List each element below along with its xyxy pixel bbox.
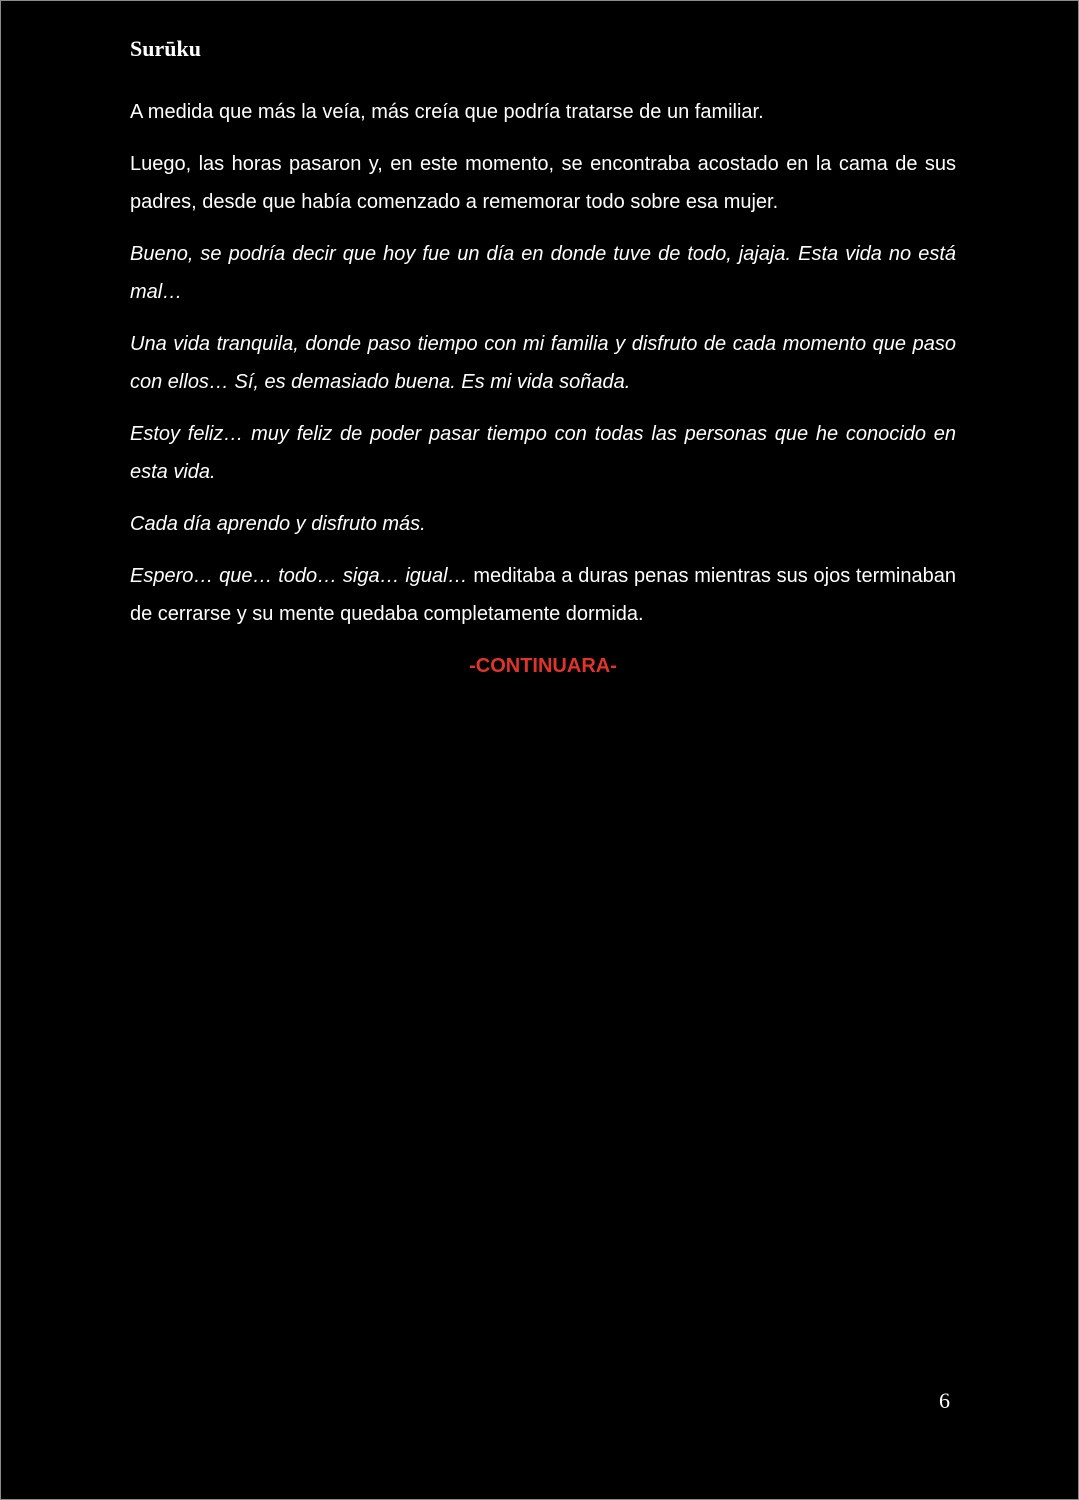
paragraph-mixed [130,557,956,633]
page-number: 6 [939,1388,950,1413]
paragraph-italic-part: Espero… que… todo… siga… igual… [130,565,468,587]
running-header-title: Surūku [130,36,201,61]
body-text [130,93,956,699]
paragraph-italic: Bueno, se podría decir que hoy fue un día en donde tuve de todo, jajaja. Esta vida no está mal… [130,243,956,303]
continue-label: -CONTINUARA- [469,655,617,677]
paragraph-italic: Estoy feliz… muy feliz de poder pasar tiempo con todas las personas que he conocido en esta vida. [130,423,956,483]
paragraph: A medida que más la veía, más creía que podría tratarse de un familiar. [130,101,764,123]
paragraph: Luego, las horas pasaron y, en este momento, se encontraba acostado en la cama de sus padres, desde que había comenzado a rememorar todo sobre esa mujer. [130,153,956,213]
paragraph-italic: Cada día aprendo y disfruto más. [130,513,426,535]
paragraph-normal-part: meditaba a duras penas mientras sus ojos terminaban de cerrarse y su mente quedaba completamente dormida. [130,565,956,625]
paragraph-italic: Una vida tranquila, donde paso tiempo con mi familia y disfruto de cada momento que paso con ellos… Sí, es demasiado buena. Es mi vida soñada. [130,333,956,393]
